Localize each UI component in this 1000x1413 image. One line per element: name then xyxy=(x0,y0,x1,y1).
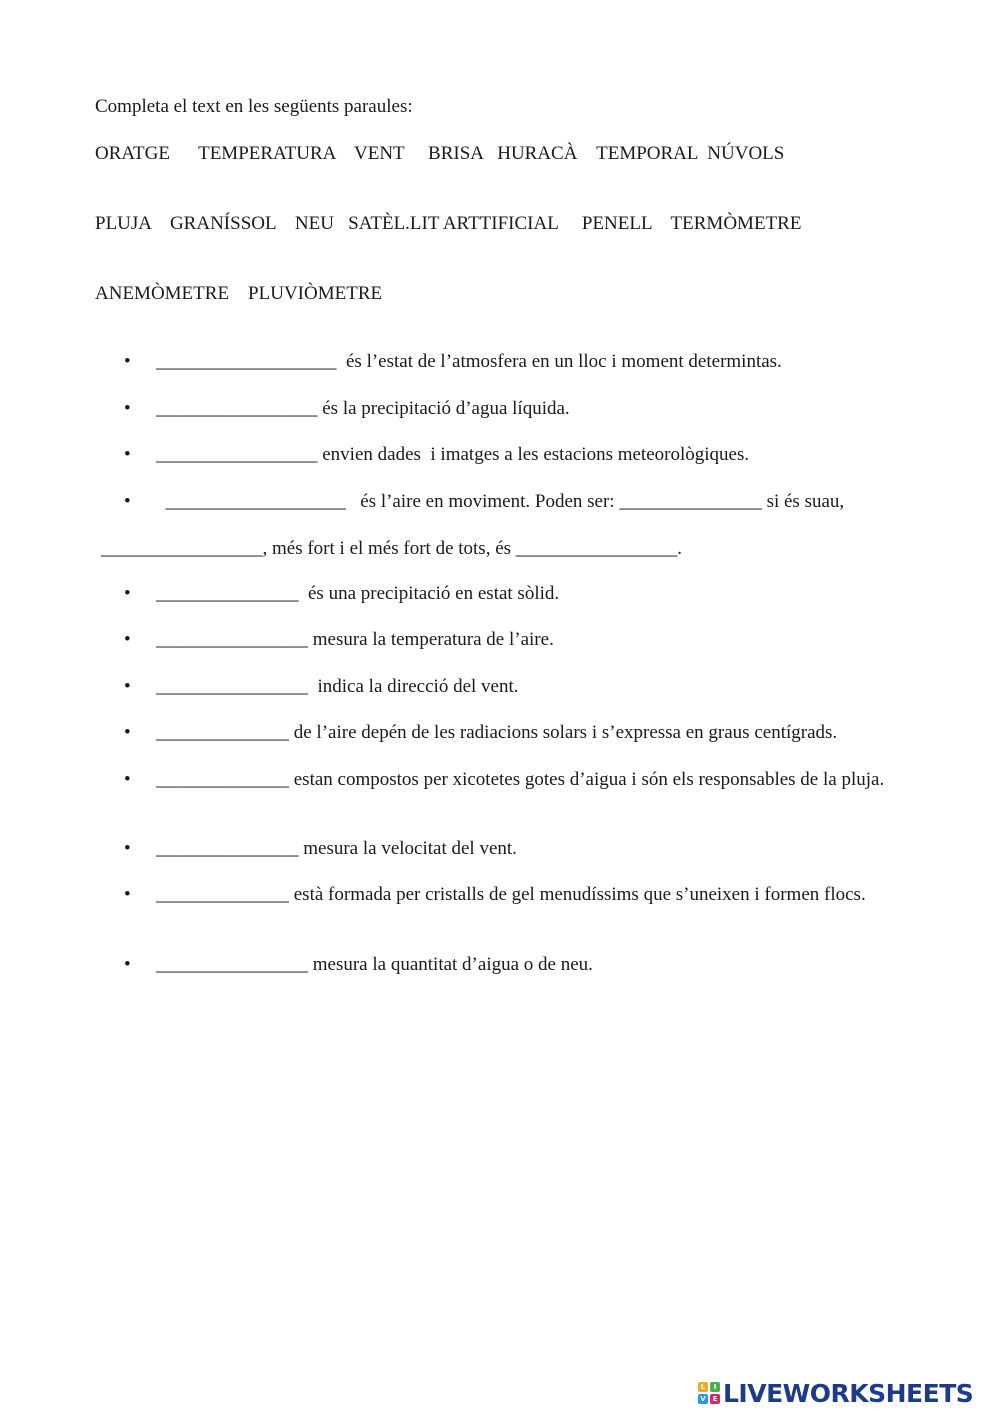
bullet-icon: • xyxy=(124,351,131,372)
word-bank-row-1: ORATGE TEMPERATURA VENT BRISA HURACÀ TEMPORAL NÚVOLS xyxy=(95,143,785,164)
word-bank-row-2: PLUJA GRANÍSSOL NEU SATÈL.LIT ARTTIFICIAL PENELL TERMÒMETRE xyxy=(95,213,802,234)
exercise-item-4-continuation: _________________, més fort i el més fort de tots, és _________________. xyxy=(101,538,683,559)
exercise-item-7: ________________ indica la direcció del vent. xyxy=(156,676,519,697)
bullet-icon: • xyxy=(124,676,131,697)
liveworksheets-logo xyxy=(698,1379,973,1407)
exercise-item-2: _________________ és la precipitació d’agua líquida. xyxy=(156,398,570,419)
exercise-item-12: ________________ mesura la quantitat d’aigua o de neu. xyxy=(156,954,593,975)
logo-mark-icon: L I V E xyxy=(698,1382,720,1404)
bullet-icon: • xyxy=(124,629,131,650)
exercise-item-3: _________________ envien dades i imatges a les estacions meteorològiques. xyxy=(156,444,750,465)
bullet-icon: • xyxy=(124,583,131,604)
bullet-icon: • xyxy=(124,838,131,859)
bullet-icon: • xyxy=(124,398,131,419)
exercise-item-1: ___________________ és l’estat de l’atmosfera en un lloc i moment determintas. xyxy=(156,351,782,372)
bullet-icon: • xyxy=(124,722,131,743)
exercise-item-6: ________________ mesura la temperatura de l’aire. xyxy=(156,629,554,650)
word-bank-row-3: ANEMÒMETRE PLUVIÒMETRE xyxy=(95,283,383,304)
exercise-item-10: _______________ mesura la velocitat del vent. xyxy=(156,838,517,859)
instruction-text: Completa el text en les següents paraules: xyxy=(95,96,413,117)
logo-text: LIVEWORKSHEETS xyxy=(723,1378,974,1408)
bullet-icon: • xyxy=(124,769,131,790)
exercise-item-5: _______________ és una precipitació en estat sòlid. xyxy=(156,583,560,604)
exercise-item-4: ___________________ és l’aire en moviment. Poden ser: _______________ si és suau, xyxy=(156,491,845,512)
bullet-icon: • xyxy=(124,884,131,905)
exercise-item-11: ______________ està formada per cristalls de gel menudíssims que s’uneixen i formen flocs. xyxy=(156,884,866,905)
bullet-icon: • xyxy=(124,491,131,512)
bullet-icon: • xyxy=(124,444,131,465)
bullet-icon: • xyxy=(124,954,131,975)
exercise-item-8: ______________ de l’aire depén de les radiacions solars i s’expressa en graus centígrads. xyxy=(156,722,838,743)
exercise-item-9: ______________ estan compostos per xicotetes gotes d’aigua i són els responsables de la pluja. xyxy=(156,769,885,790)
